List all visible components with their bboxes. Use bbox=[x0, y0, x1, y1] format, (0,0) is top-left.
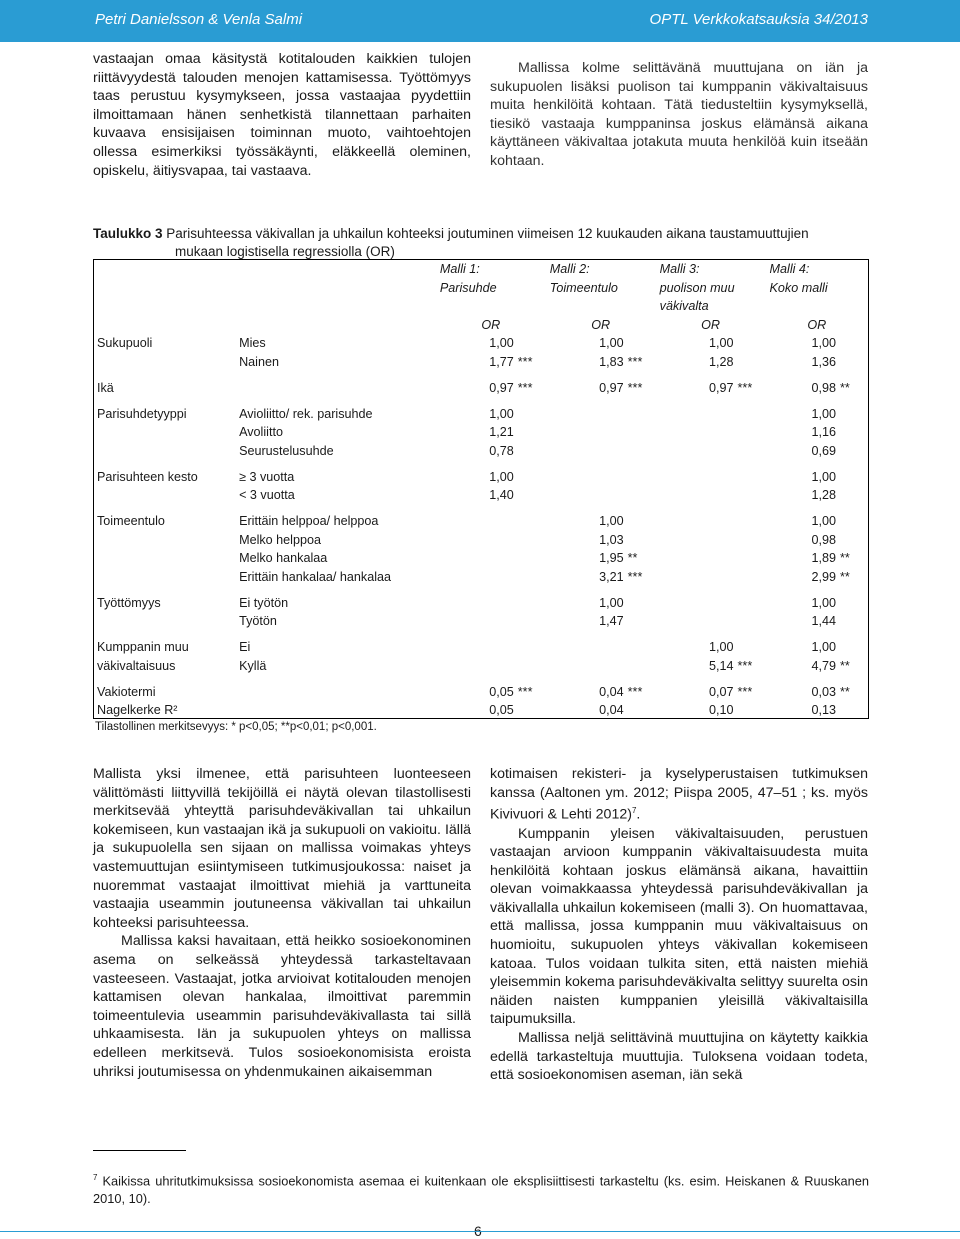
odds-ratio-value: 1,00 bbox=[599, 336, 624, 350]
odds-ratio-cell bbox=[766, 594, 868, 613]
category-name bbox=[239, 486, 436, 505]
paragraph: Mallissa kolme selittävänä muuttujana on iän ja sukupuolen lisäksi puolison tai kumppanin väkivaltaisuus muita henkilöitä kohtaan. Tätä tiedusteltiin kysymyksellä, tiesikö vastaaja kumppaninsa joskus elämänsä aikana käyttäneen väkivaltaa jotakuta muuta henkilöä kuin itseään kohtaan. bbox=[490, 60, 868, 169]
variable-name bbox=[94, 568, 239, 587]
caption-label: Taulukko 3 bbox=[93, 226, 163, 241]
odds-ratio-value: 1,00 bbox=[709, 640, 734, 654]
blank-cell bbox=[94, 297, 239, 316]
variable-name-text: väkivaltaisuus bbox=[97, 658, 176, 673]
odds-ratio-value: 1,40 bbox=[489, 488, 514, 502]
significance-stars: *** bbox=[627, 380, 643, 395]
odds-ratio-cell bbox=[766, 405, 868, 424]
odds-ratio-value: 1,21 bbox=[489, 425, 514, 439]
table-row bbox=[94, 405, 868, 424]
table-row bbox=[94, 701, 868, 720]
variable-name bbox=[94, 486, 239, 505]
significance-stars: *** bbox=[737, 684, 753, 699]
odds-ratio-value: 1,00 bbox=[489, 336, 514, 350]
significance-stars: *** bbox=[627, 569, 643, 584]
model-header-text: Parisuhde bbox=[439, 280, 497, 295]
model-header bbox=[766, 279, 868, 298]
blank-cell bbox=[239, 279, 436, 298]
odds-ratio-cell bbox=[436, 379, 546, 398]
odds-ratio-cell bbox=[766, 683, 868, 702]
odds-ratio-value: 0,07 bbox=[709, 684, 734, 699]
odds-ratio-cell bbox=[766, 442, 868, 461]
odds-ratio-value: 1,03 bbox=[599, 532, 624, 547]
odds-ratio-cell bbox=[656, 701, 766, 720]
odds-ratio-value: 1,00 bbox=[599, 595, 624, 610]
odds-ratio-cell bbox=[766, 531, 868, 550]
odds-ratio-value: 0,69 bbox=[811, 443, 836, 458]
table-row bbox=[94, 683, 868, 702]
odds-ratio-value: 0,03 bbox=[811, 684, 836, 699]
significance-stars: *** bbox=[737, 658, 753, 673]
table-row bbox=[94, 423, 868, 442]
spacer-row bbox=[94, 460, 868, 468]
odds-ratio-cell bbox=[656, 442, 766, 461]
blank-cell bbox=[94, 260, 239, 279]
footnote-rule bbox=[93, 1150, 186, 1151]
odds-ratio-cell bbox=[766, 334, 868, 353]
category-name-text: Melko helppoa bbox=[239, 532, 321, 547]
odds-ratio-value: 1,00 bbox=[489, 469, 514, 484]
top-right-column bbox=[490, 59, 868, 171]
odds-ratio-cell bbox=[656, 468, 766, 487]
odds-ratio-cell bbox=[656, 531, 766, 550]
category-name bbox=[239, 612, 436, 631]
significance-stars: ** bbox=[840, 684, 850, 699]
variable-name bbox=[94, 612, 239, 631]
odds-ratio-cell bbox=[656, 657, 766, 676]
table-row bbox=[94, 638, 868, 657]
variable-name-text: Vakiotermi bbox=[97, 684, 156, 699]
variable-name bbox=[94, 353, 239, 372]
category-name bbox=[239, 442, 436, 461]
odds-ratio-cell bbox=[546, 379, 656, 398]
model-header-text: Koko malli bbox=[769, 280, 828, 295]
table-row bbox=[94, 594, 868, 613]
page-bottom-rule bbox=[0, 1231, 960, 1232]
model-header-text: Malli 4: bbox=[769, 262, 810, 276]
model-header bbox=[436, 279, 546, 298]
odds-ratio-value: 1,95 bbox=[599, 551, 624, 565]
model-header bbox=[546, 279, 656, 298]
category-name-text: Työtön bbox=[239, 614, 277, 628]
paragraph: Kumppanin yleisen väkivaltaisuuden, perustuen vastaajan arvioon kumppanin väkivaltaisuudesta muita henkilöitä kohtaan joskus elämänsä aikana, havaittiin olevan voimakkaassa yhteydessä parisuhdeväkivallan ja väkivallalla uhkailun kokemiseen (malli 3). On huomattavaa, että mallissa, jossa kumppanin muu väkivaltaisuus on huomioitu, sukupuolen yhteys väkivallan kokemiseen katoaa. Tulos voidaan tulkita siten, että naisten miehiä yleisemmin kokema parisuhdeväkivalta selittyy suurelta osin näiden naisten kumppanien yleisillä väkivaltaisilla taipumuksilla. bbox=[490, 825, 868, 1028]
footnote bbox=[93, 1169, 869, 1208]
odds-ratio-cell bbox=[766, 701, 868, 720]
significance-stars: ** bbox=[840, 569, 850, 584]
top-left-column bbox=[93, 50, 471, 180]
odds-ratio-cell bbox=[436, 442, 546, 461]
odds-ratio-value: 1,89 bbox=[811, 551, 836, 565]
caption-text-2: mukaan logistisella regressiolla (OR) bbox=[175, 244, 395, 259]
odds-ratio-value: 1,00 bbox=[811, 469, 836, 484]
category-name bbox=[239, 468, 436, 487]
odds-ratio-value: 0,97 bbox=[489, 380, 514, 395]
variable-name bbox=[94, 468, 239, 487]
odds-ratio-cell bbox=[436, 612, 546, 631]
category-name bbox=[239, 683, 436, 702]
odds-ratio-value: 0,04 bbox=[599, 684, 624, 699]
odds-ratio-value: 1,47 bbox=[599, 614, 624, 628]
variable-name bbox=[94, 549, 239, 568]
model-header-text: väkivalta bbox=[659, 299, 709, 313]
or-label bbox=[656, 316, 766, 335]
variable-name bbox=[94, 638, 239, 657]
variable-name-text: Toimeentulo bbox=[97, 514, 165, 528]
odds-ratio-cell bbox=[546, 486, 656, 505]
caption-text: Parisuhteessa väkivallan ja uhkailun kohteeksi joutuminen viimeisen 12 kuukauden aikana taustamuuttujien bbox=[166, 226, 809, 241]
odds-ratio-value: 1,00 bbox=[811, 406, 836, 421]
category-name bbox=[239, 512, 436, 531]
paragraph: Mallissa neljä selittävinä muuttujina on käytetty kaikkia edellä tarkasteltuja muuttujia. Tuloksena voidaan todeta, että sosioekonomisen aseman, iän sekä bbox=[490, 1030, 868, 1084]
variable-name bbox=[94, 683, 239, 702]
header-series: OPTL Verkkokatsauksia 34/2013 bbox=[649, 11, 868, 28]
odds-ratio-cell bbox=[436, 353, 546, 372]
odds-ratio-value: 0,98 bbox=[811, 380, 836, 395]
odds-ratio-cell bbox=[656, 405, 766, 424]
odds-ratio-cell bbox=[766, 379, 868, 398]
odds-ratio-cell bbox=[546, 683, 656, 702]
odds-ratio-cell bbox=[656, 549, 766, 568]
table-row bbox=[94, 442, 868, 461]
odds-ratio-cell bbox=[546, 405, 656, 424]
odds-ratio-cell bbox=[766, 423, 868, 442]
odds-ratio-value: 3,21 bbox=[599, 569, 624, 584]
odds-ratio-cell bbox=[546, 612, 656, 631]
odds-ratio-value: 1,00 bbox=[489, 406, 514, 421]
category-name bbox=[239, 638, 436, 657]
spacer-row bbox=[94, 631, 868, 639]
category-name bbox=[239, 568, 436, 587]
odds-ratio-cell bbox=[656, 594, 766, 613]
spacer-row bbox=[94, 586, 868, 594]
category-name-text: Erittäin helppoa/ helppoa bbox=[239, 514, 379, 528]
odds-ratio-value: 1,28 bbox=[811, 488, 836, 502]
odds-ratio-cell bbox=[656, 353, 766, 372]
category-name bbox=[239, 379, 436, 398]
model-header-text: Malli 2: bbox=[549, 262, 590, 276]
odds-ratio-value: 1,00 bbox=[811, 595, 836, 610]
or-label-text: OR bbox=[701, 317, 721, 332]
category-name-text: Avioliitto/ rek. parisuhde bbox=[239, 406, 373, 421]
spacer-row bbox=[94, 397, 868, 405]
significance-stars: ** bbox=[840, 380, 850, 395]
odds-ratio-value: 0,10 bbox=[709, 703, 734, 717]
odds-ratio-cell bbox=[546, 512, 656, 531]
model-header bbox=[546, 297, 656, 316]
model-header-text: Malli 3: bbox=[659, 262, 700, 276]
variable-name bbox=[94, 334, 239, 353]
odds-ratio-value: 1,00 bbox=[811, 336, 836, 350]
category-name-text: Erittäin hankalaa/ hankalaa bbox=[239, 569, 392, 584]
odds-ratio-cell bbox=[436, 657, 546, 676]
running-header bbox=[0, 0, 960, 42]
odds-ratio-cell bbox=[436, 568, 546, 587]
table-row bbox=[94, 353, 868, 372]
odds-ratio-value: 0,05 bbox=[489, 684, 514, 699]
model-header bbox=[766, 297, 868, 316]
model-header bbox=[436, 297, 546, 316]
odds-ratio-value: 1,16 bbox=[811, 425, 836, 439]
table-row bbox=[94, 512, 868, 531]
category-name bbox=[239, 549, 436, 568]
category-name bbox=[239, 701, 436, 720]
table-row bbox=[94, 334, 868, 353]
model-header bbox=[656, 297, 766, 316]
significance-stars: *** bbox=[627, 354, 643, 369]
category-name-text: Kyllä bbox=[239, 658, 267, 673]
odds-ratio-value: 1,77 bbox=[489, 354, 514, 369]
odds-ratio-cell bbox=[766, 549, 868, 568]
odds-ratio-cell bbox=[436, 512, 546, 531]
odds-ratio-value: 1,00 bbox=[811, 640, 836, 654]
or-header-row bbox=[94, 316, 868, 335]
table-header-row bbox=[94, 260, 868, 279]
odds-ratio-value: 1,00 bbox=[811, 514, 836, 528]
odds-ratio-value: 0,97 bbox=[709, 380, 734, 395]
odds-ratio-cell bbox=[436, 549, 546, 568]
odds-ratio-value: 1,00 bbox=[709, 336, 734, 350]
paragraph: Mallissa kaksi havaitaan, että heikko sosioekonominen asema on selkeässä yhteydessä tarkasteltavaan vasteeseen. Vastaajat, jotka arvioivat kotitalouden menojen kattamisen olevan hankalaa, ilmoittivat paremmin toimeentulevia useammin parisuhdeväkivallasta tai sillä uhkaamisesta. Iän ja sukupuolen yhteys on mallissa edelleen merkitsevä. Tulos sosioekonomisista eroista uhriksi joutumisessa on yhdenmukainen aikaisemman bbox=[93, 933, 471, 1080]
model-header-text: puolison muu bbox=[659, 280, 735, 295]
odds-ratio-value: 4,79 bbox=[811, 658, 836, 673]
significance-stars: ** bbox=[627, 551, 638, 565]
or-label bbox=[546, 316, 656, 335]
odds-ratio-cell bbox=[656, 612, 766, 631]
odds-ratio-value: 0,05 bbox=[489, 703, 514, 717]
significance-stars: *** bbox=[517, 684, 533, 699]
model-header-text: Toimeentulo bbox=[549, 280, 618, 295]
odds-ratio-value: 0,04 bbox=[599, 703, 624, 717]
odds-ratio-value: 0,98 bbox=[811, 532, 836, 547]
category-name bbox=[239, 657, 436, 676]
or-label-text: OR bbox=[591, 317, 611, 332]
odds-ratio-cell bbox=[546, 531, 656, 550]
paragraph: vastaajan omaa käsitystä kotitalouden kaikkien tulojen riittävyydestä talouden menojen kattamisessa. Työttömyys taas perustuu kysymykseen, jossa vastaajaa pyydettiin ilmoittamaan hänen senhetkistä tilannettaan parhaiten kuvaava ensisijaisen toiminnan muoto, vaihtoehtojen ollessa esimerkiksi työssäkäynti, eläkkeellä oleminen, opiskelu, äitiysvapaa, tai vastaava. bbox=[93, 51, 471, 179]
variable-name-text: Parisuhteen kesto bbox=[97, 469, 198, 484]
variable-name bbox=[94, 423, 239, 442]
or-label bbox=[436, 316, 546, 335]
model-header bbox=[656, 279, 766, 298]
blank-cell bbox=[239, 316, 436, 335]
significance-stars: *** bbox=[517, 380, 533, 395]
odds-ratio-cell bbox=[766, 468, 868, 487]
odds-ratio-cell bbox=[766, 638, 868, 657]
category-name bbox=[239, 353, 436, 372]
odds-ratio-cell bbox=[656, 512, 766, 531]
category-name-text: ≥ 3 vuotta bbox=[239, 469, 295, 484]
page-number: 6 bbox=[474, 1223, 482, 1239]
significance-note: Tilastollinen merkitsevyys: * p<0,05; **p<0,01; p<0,001. bbox=[95, 721, 377, 733]
category-name bbox=[239, 531, 436, 550]
category-name bbox=[239, 334, 436, 353]
blank-cell bbox=[94, 316, 239, 335]
odds-ratio-cell bbox=[436, 638, 546, 657]
variable-name bbox=[94, 405, 239, 424]
odds-ratio-cell bbox=[656, 423, 766, 442]
category-name bbox=[239, 405, 436, 424]
odds-ratio-value: 0,97 bbox=[599, 380, 624, 395]
model-header bbox=[656, 260, 766, 279]
odds-ratio-cell bbox=[656, 486, 766, 505]
category-name-text: Ei työtön bbox=[239, 595, 289, 610]
odds-ratio-cell bbox=[546, 334, 656, 353]
odds-ratio-cell bbox=[766, 512, 868, 531]
odds-ratio-cell bbox=[546, 568, 656, 587]
significance-stars: *** bbox=[517, 354, 533, 369]
variable-name bbox=[94, 701, 239, 720]
footnote-text: Kaikissa uhritutkimuksissa sosioekonomista asemaa ei kuitenkaan ole eksplisiittisesti tarkasteltu (ks. esim. Heiskanen & Ruuskanen 2010, 10). bbox=[93, 1173, 869, 1207]
odds-ratio-cell bbox=[436, 334, 546, 353]
blank-cell bbox=[239, 297, 436, 316]
odds-ratio-cell bbox=[766, 353, 868, 372]
odds-ratio-cell bbox=[546, 468, 656, 487]
blank-cell bbox=[239, 260, 436, 279]
variable-name bbox=[94, 442, 239, 461]
odds-ratio-value: 2,99 bbox=[811, 569, 836, 584]
variable-name bbox=[94, 531, 239, 550]
significance-stars: ** bbox=[840, 551, 850, 565]
table-row bbox=[94, 468, 868, 487]
bottom-right-column bbox=[490, 765, 868, 1085]
paragraph: Mallista yksi ilmenee, että parisuhteen luonteeseen välittömästi liittyvillä tekijöillä ei näytä olevan tilastollisesti merkitsevää yhteyttä parisuhdeväkivallan tai uhkailun kokemiseen, kun vastaajan ikä ja sukupuoli on vakioitu. Iällä ja sukupuolella sen sijaan on mallissa voimakas yhteys vastemuuttujan esiintymiseen tutkimusjoukossa: naiset ja nuoremmat vastaajat ilmoittivat miehiä ja varttuneita vastaajia useammin joutuneensa väkivallan tai uhkailun kohteeksi parisuhteessa. bbox=[93, 766, 471, 931]
category-name-text: Ei bbox=[239, 640, 251, 654]
odds-ratio-cell bbox=[546, 701, 656, 720]
odds-ratio-cell bbox=[436, 486, 546, 505]
odds-ratio-cell bbox=[766, 486, 868, 505]
odds-ratio-cell bbox=[436, 531, 546, 550]
odds-ratio-cell bbox=[656, 568, 766, 587]
variable-name bbox=[94, 657, 239, 676]
odds-ratio-value: 0,13 bbox=[811, 703, 836, 717]
odds-ratio-cell bbox=[436, 423, 546, 442]
odds-ratio-cell bbox=[546, 638, 656, 657]
significance-stars: *** bbox=[627, 684, 643, 699]
odds-ratio-cell bbox=[546, 442, 656, 461]
or-label-text: OR bbox=[807, 317, 827, 332]
category-name bbox=[239, 594, 436, 613]
footnote-number: 7 bbox=[93, 1173, 98, 1182]
odds-ratio-cell bbox=[656, 334, 766, 353]
category-name-text: Melko hankalaa bbox=[239, 551, 328, 565]
paragraph: kotimaisen rekisteri- ja kyselyperustaisen tutkimuksen kanssa (Aaltonen ym. 2012; Piispa 2005, 47–51 ; ks. myös Kivivuori & Lehti 2012)$^7$. bbox=[490, 766, 868, 823]
odds-ratio-cell bbox=[546, 423, 656, 442]
category-name-text: Nainen bbox=[239, 354, 279, 369]
table-caption bbox=[93, 225, 868, 261]
header-authors: Petri Danielsson & Venla Salmi bbox=[95, 11, 303, 28]
odds-ratio-cell bbox=[656, 379, 766, 398]
table-row bbox=[94, 568, 868, 587]
odds-ratio-cell bbox=[546, 353, 656, 372]
blank-cell bbox=[94, 279, 239, 298]
odds-ratio-value: 1,36 bbox=[811, 354, 836, 369]
variable-name bbox=[94, 594, 239, 613]
odds-ratio-value: 1,28 bbox=[709, 354, 734, 369]
odds-ratio-cell bbox=[436, 405, 546, 424]
odds-ratio-cell bbox=[766, 568, 868, 587]
odds-ratio-cell bbox=[656, 683, 766, 702]
variable-name-text: Kumppanin muu bbox=[97, 640, 189, 654]
category-name-text: Mies bbox=[239, 336, 266, 350]
category-name-text: < 3 vuotta bbox=[239, 488, 295, 502]
or-label-text: OR bbox=[481, 317, 501, 332]
bottom-left-column bbox=[93, 765, 471, 1081]
odds-ratio-value: 0,78 bbox=[489, 443, 514, 458]
table-row bbox=[94, 379, 868, 398]
model-header bbox=[766, 260, 868, 279]
variable-name-text: Ikä bbox=[97, 380, 114, 395]
significance-stars: *** bbox=[737, 380, 753, 395]
odds-ratio-cell bbox=[546, 594, 656, 613]
variable-name-text: Nagelkerke R² bbox=[97, 703, 178, 717]
variable-name-text: Työttömyys bbox=[97, 595, 161, 610]
category-name bbox=[239, 423, 436, 442]
footnote-ref[interactable]: 7 bbox=[631, 806, 637, 816]
variable-name bbox=[94, 512, 239, 531]
spacer-row bbox=[94, 675, 868, 683]
odds-ratio-cell bbox=[436, 468, 546, 487]
table-row bbox=[94, 531, 868, 550]
table-row bbox=[94, 486, 868, 505]
odds-ratio-cell bbox=[436, 594, 546, 613]
odds-ratio-value: 1,83 bbox=[599, 354, 624, 369]
odds-ratio-value: 5,14 bbox=[709, 658, 734, 673]
category-name-text: Seurustelusuhde bbox=[239, 443, 334, 458]
spacer-row bbox=[94, 371, 868, 379]
table-row bbox=[94, 549, 868, 568]
odds-ratio-cell bbox=[436, 701, 546, 720]
variable-name bbox=[94, 379, 239, 398]
category-name-text: Avoliitto bbox=[239, 425, 283, 439]
odds-ratio-cell bbox=[656, 638, 766, 657]
table-row bbox=[94, 657, 868, 676]
odds-ratio-cell bbox=[546, 657, 656, 676]
variable-name-text: Parisuhdetyyppi bbox=[97, 406, 187, 421]
model-header-text: Malli 1: bbox=[439, 262, 480, 276]
significance-stars: ** bbox=[840, 658, 850, 673]
regression-table bbox=[93, 259, 869, 719]
or-label bbox=[766, 316, 868, 335]
model-header bbox=[436, 260, 546, 279]
odds-ratio-cell bbox=[436, 683, 546, 702]
table-header-row bbox=[94, 279, 868, 298]
table-row bbox=[94, 612, 868, 631]
table-header-row bbox=[94, 297, 868, 316]
odds-ratio-cell bbox=[546, 549, 656, 568]
odds-ratio-cell bbox=[766, 612, 868, 631]
variable-name-text: Sukupuoli bbox=[97, 336, 153, 350]
odds-ratio-cell bbox=[766, 657, 868, 676]
odds-ratio-value: 1,44 bbox=[811, 614, 836, 628]
model-header bbox=[546, 260, 656, 279]
odds-ratio-value: 1,00 bbox=[599, 514, 624, 528]
spacer-row bbox=[94, 505, 868, 513]
